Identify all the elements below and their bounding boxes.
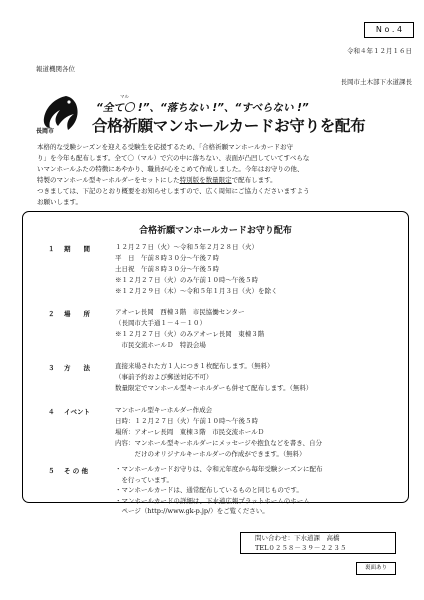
section-3-label: 方 法 bbox=[64, 364, 90, 372]
recipient: 報道機関各位 bbox=[36, 65, 75, 73]
city-logo-label: 長岡市 bbox=[36, 128, 55, 135]
section-line: 市民交流ホールＤ 特設会場 bbox=[115, 341, 206, 349]
sender: 長岡市土木部下水道課長 bbox=[340, 78, 412, 86]
section-3-number: ３ bbox=[48, 364, 55, 372]
section-1-label: 期 間 bbox=[64, 245, 90, 253]
section-line: ・マンホールカードお守りは、令和元年度から毎年受験シーズンに配布 bbox=[115, 465, 323, 473]
section-line: ※１２月２７日（火）のみアオーレ長岡 東棟３階 bbox=[115, 330, 265, 338]
section-line: 直接来場された方１人につき１枚配布します。（無料） bbox=[115, 362, 274, 370]
page-title: 合格祈願マンホールカードお守りを配布 bbox=[92, 117, 366, 135]
section-2-body bbox=[115, 307, 264, 351]
intro-line: いマンホールふたの特徴にあやかり、職員が心をこめて作成しました。今年はお守りの他、 bbox=[37, 165, 304, 173]
section-line: 平 日 午前８時３０分～午後７時 bbox=[115, 254, 219, 262]
contact-phone: TEL０２５８－３９－２２３５ bbox=[255, 544, 347, 552]
contact-person: 問い合わせ：下水道課 高橋 bbox=[255, 534, 340, 542]
intro-line: お願いします。 bbox=[37, 198, 82, 206]
section-2-label: 場 所 bbox=[64, 310, 90, 318]
back-side-note: 裏面あり bbox=[356, 562, 396, 575]
intro-line: り」を今年も配布します。全て〇（マル）で穴の中に落ちない、表面が凸凹していてすべらな bbox=[37, 154, 310, 162]
section-line: 土日祝 午前８時３０分～午後５時 bbox=[115, 265, 219, 273]
section-4-number: ４ bbox=[48, 408, 55, 416]
details-box-title: 合格祈願マンホールカードお守り配布 bbox=[139, 226, 292, 236]
section-line: （長岡市大手通１－４－１０） bbox=[115, 319, 206, 327]
contact-box bbox=[240, 532, 396, 554]
section-line: ・マンホールカードの詳細は、下水道広報プラットホームのホーム bbox=[115, 496, 310, 505]
issue-date: 令和４年１２月１６日 bbox=[347, 47, 412, 55]
subhead-ruby: マル bbox=[120, 95, 129, 100]
section-5-body bbox=[115, 464, 323, 517]
intro-line: 特製のマンホール型キーホルダーをセットにした特別版を数量限定で配布します。 bbox=[37, 176, 277, 184]
section-3-body bbox=[115, 361, 312, 394]
section-line: だけのオリジナルキーホルダーの作成ができます。（無料） bbox=[115, 450, 306, 458]
section-1-body bbox=[115, 242, 278, 297]
section-1-number: １ bbox=[48, 245, 55, 253]
document-number: N o . 4 bbox=[364, 22, 414, 38]
section-line: ※１２月２７日（火）のみ午前１０時～午後５時 bbox=[115, 276, 258, 284]
intro-line: つきましては、下記のとおり概要をお知らせしますので、広く周知にご協力くださいますよう bbox=[37, 187, 310, 195]
section-line: 内容：マンホール型キーホルダーにメッセージや抱負などを書き、自分 bbox=[115, 439, 322, 447]
intro-line: 本格的な受験シーズンを迎える受験生を応援するため、「合格祈願マンホールカードお守 bbox=[37, 143, 294, 151]
section-line: アオーレ長岡 西棟３階 市民協働センター bbox=[115, 308, 245, 316]
section-5-label: そ の 他 bbox=[64, 467, 89, 475]
section-line: を行っています。 bbox=[115, 475, 173, 484]
section-line: 数量限定でマンホール型キーホルダーも併せて配布します。（無料） bbox=[115, 384, 313, 392]
section-2-number: ２ bbox=[48, 310, 55, 318]
section-line: ・マンホールカードは、通常配布しているものと同じものです。 bbox=[115, 486, 303, 494]
section-line: 日時：１２月２７日（火）午前１０時～午後５時 bbox=[115, 417, 258, 425]
section-line: ※１２月２９日（木）～令和５年１月３日（火）を除く bbox=[115, 287, 278, 295]
section-line: 場所：アオーレ長岡 東棟３階 市民交流ホールＤ bbox=[115, 428, 265, 436]
highlighted-phrase: 特別版を数量限定 bbox=[179, 176, 232, 184]
section-4-label: イベント bbox=[64, 408, 90, 416]
section-4-body bbox=[115, 405, 322, 460]
section-line: （事前予約および郵送対応不可） bbox=[115, 373, 213, 381]
section-5-number: ５ bbox=[48, 467, 55, 475]
subheading: “全て〇 !”、“落ちない !”、“すべらない !” bbox=[96, 102, 309, 114]
section-line: マンホール型キーホルダー作成会 bbox=[115, 406, 213, 414]
section-line: １２月２７日（火）～令和５年２月２８日（火） bbox=[115, 243, 258, 251]
section-line: ページ（http://www.gk-p.jp/）をご覧ください。 bbox=[115, 507, 269, 515]
intro-paragraph bbox=[30, 142, 402, 208]
